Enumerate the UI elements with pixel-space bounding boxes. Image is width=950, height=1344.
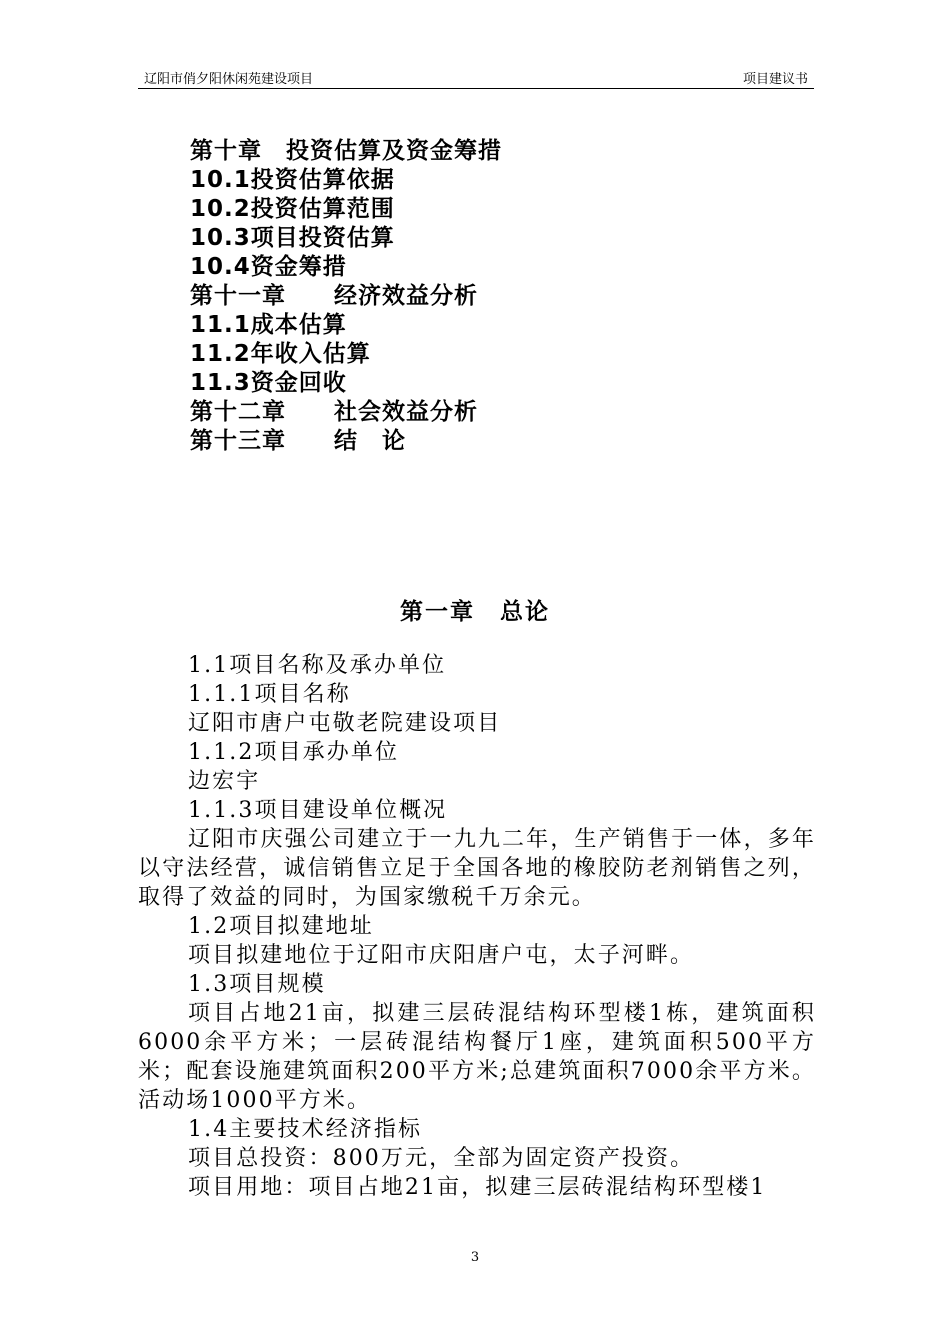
section-heading: 1.3项目规模: [188, 972, 326, 997]
toc-item: 第十一章 经济效益分析: [190, 283, 478, 309]
chapter-title: 第一章 总论: [400, 599, 550, 625]
paragraph: 边宏宇: [188, 769, 261, 794]
toc-item: 11.2年收入估算: [190, 341, 371, 367]
section-heading: 1.4主要技术经济指标: [188, 1117, 423, 1142]
section-heading: 1.1项目名称及承办单位: [188, 653, 447, 678]
toc-item: 10.2投资估算范围: [190, 196, 395, 222]
toc-item: 10.4资金筹措: [190, 254, 347, 280]
section-heading: 1.1.3项目建设单位概况: [188, 798, 448, 823]
header-document-type: 项目建议书: [742, 72, 808, 87]
body-text: [138, 651, 816, 1202]
page-header: [138, 66, 814, 89]
section-heading: 1.1.2项目承办单位: [188, 740, 400, 765]
paragraph: 辽阳市庆强公司建立于一九九二年，生产销售于一体，多年以守法经营，诚信销售立足于全国各地的橡胶防老剂销售之列，取得了效益的同时，为国家缴税千万余元。: [138, 827, 816, 910]
paragraph: 项目占地21亩，拟建三层砖混结构环型楼1栋，建筑面积6000余平方米；一层砖混结构餐厅1座，建筑面积500平方米；配套设施建筑面积200平方米;总建筑面积7000余平方米。活动场1000平方米。: [138, 1001, 816, 1113]
toc-item: 第十三章 结 论: [190, 428, 406, 454]
header-project-title: 辽阳市俏夕阳休闲苑建设项目: [144, 72, 314, 87]
toc-item: 10.3项目投资估算: [190, 225, 395, 251]
section-heading: 1.2项目拟建地址: [188, 914, 374, 939]
section-heading: 1.1.1项目名称: [188, 682, 351, 707]
paragraph: 项目拟建地位于辽阳市庆阳唐户屯，太子河畔。: [188, 943, 695, 968]
paragraph: 项目用地：项目占地21亩，拟建三层砖混结构环型楼1: [188, 1175, 767, 1200]
page-number: 3: [470, 1250, 480, 1265]
table-of-contents: [190, 137, 502, 456]
toc-item: 11.1成本估算: [190, 312, 347, 338]
toc-item: 第十二章 社会效益分析: [190, 399, 478, 425]
paragraph: 辽阳市唐户屯敬老院建设项目: [188, 711, 502, 736]
toc-item: 11.3资金回收: [190, 370, 347, 396]
paragraph: 项目总投资：800万元，全部为固定资产投资。: [188, 1146, 695, 1171]
toc-item: 10.1投资估算依据: [190, 167, 395, 193]
toc-item: 第十章 投资估算及资金筹措: [190, 138, 502, 164]
